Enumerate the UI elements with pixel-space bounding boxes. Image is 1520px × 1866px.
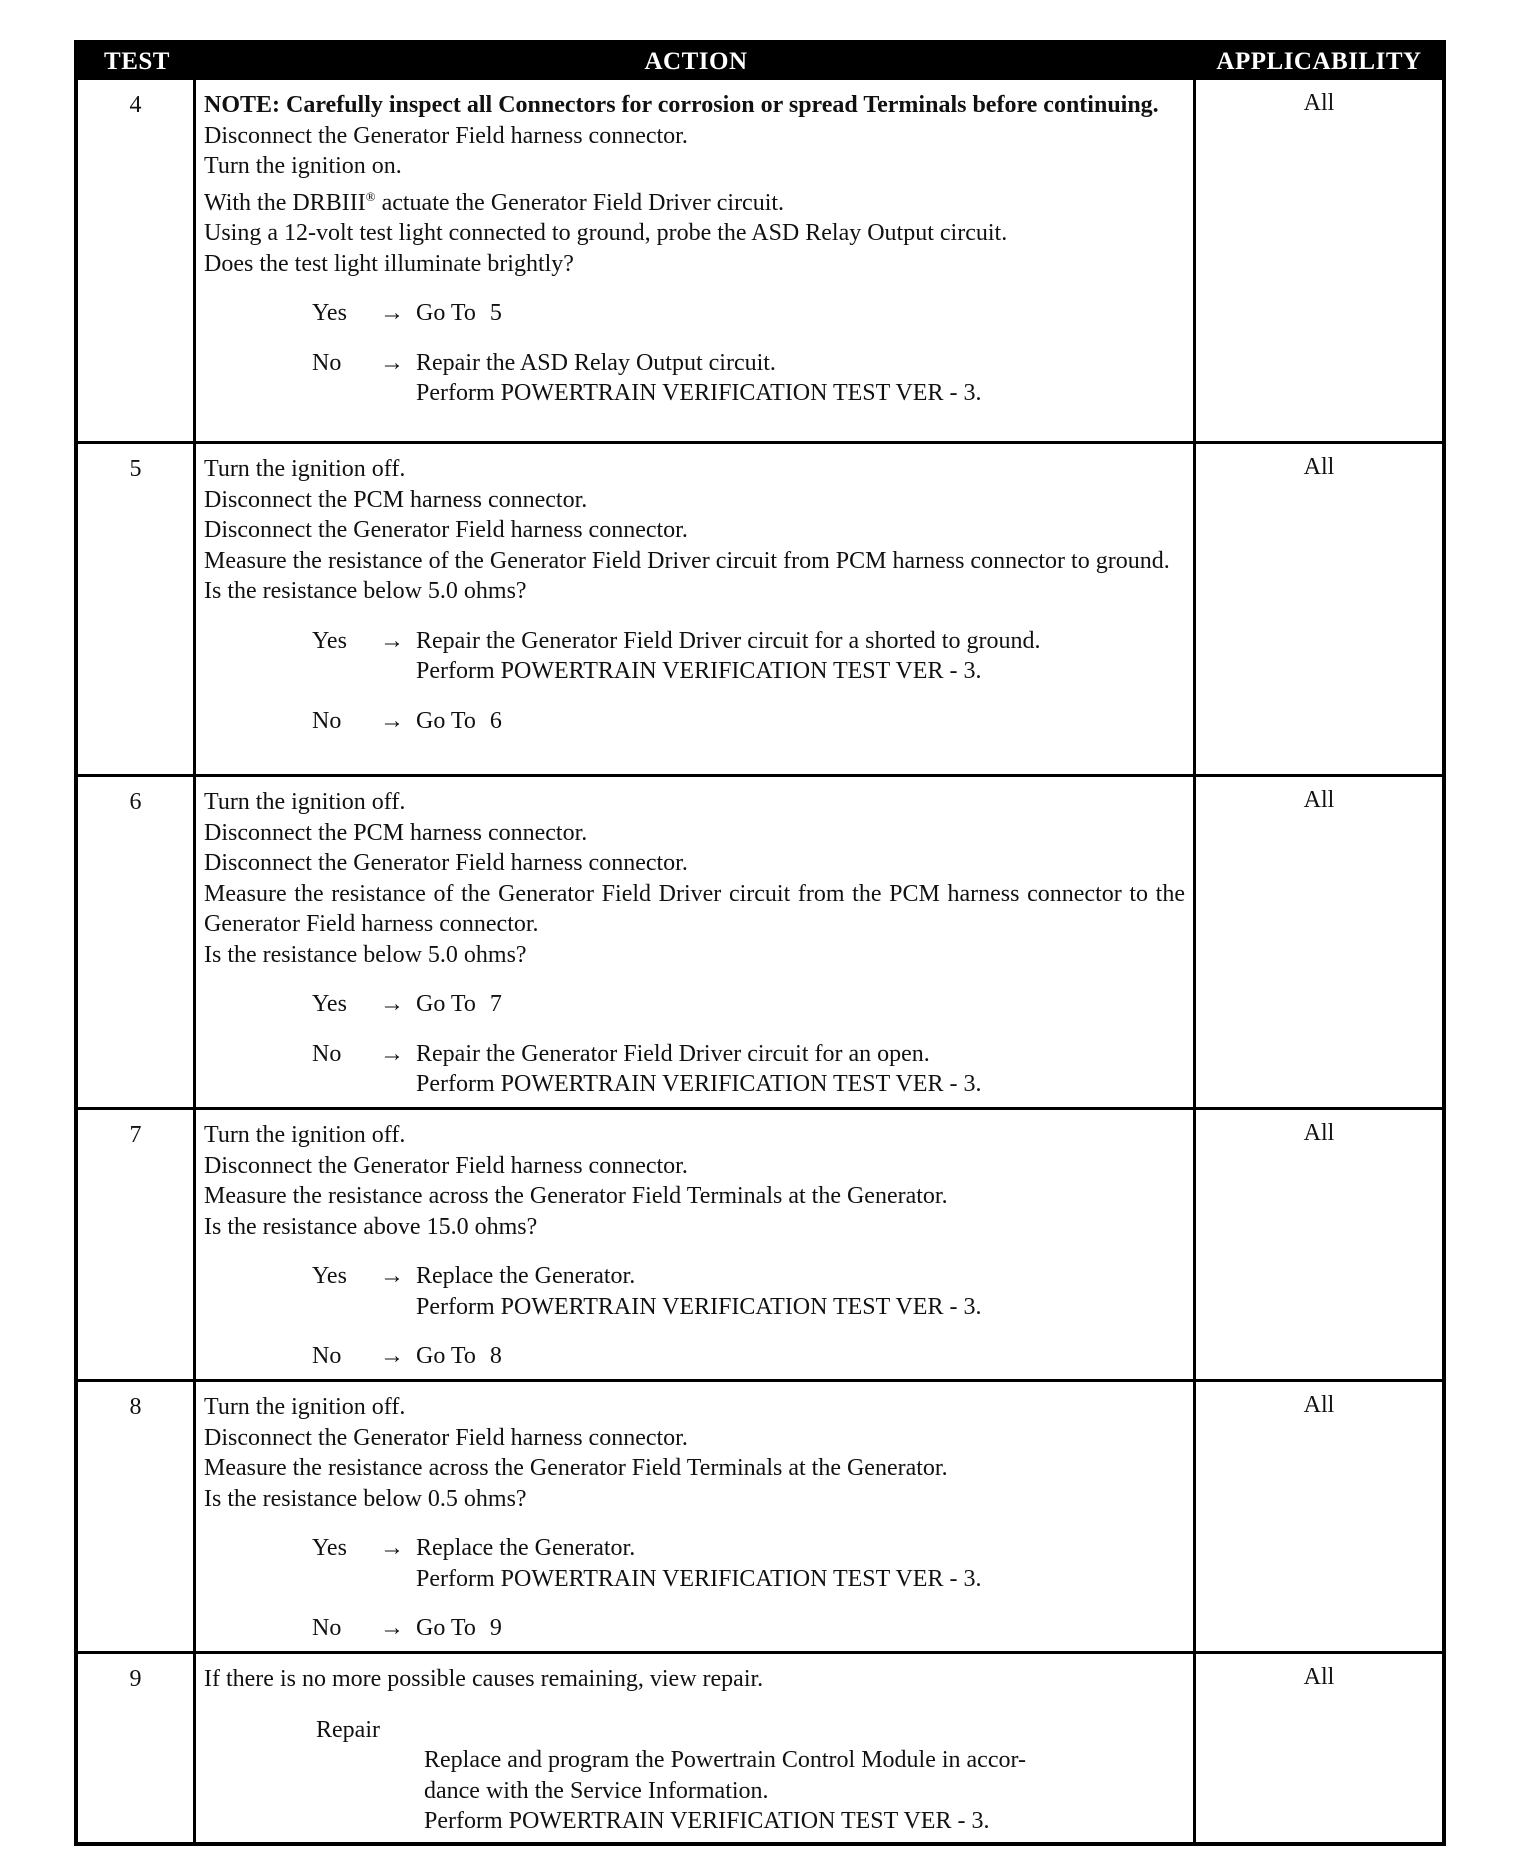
arrow-icon: →: [380, 627, 404, 654]
action-line: Disconnect the Generator Field harness connector.: [204, 1152, 688, 1179]
branch-line: Perform POWERTRAIN VERIFICATION TEST VER - 3.: [416, 380, 982, 406]
repair-line: dance with the Service Information.: [424, 1777, 769, 1804]
no-branch: [204, 706, 1185, 737]
branch-line: Repair the Generator Field Driver circuit for an open.: [416, 1040, 930, 1067]
test-number: 5: [78, 444, 196, 777]
no-label: No: [312, 1615, 342, 1641]
arrow-icon: →: [380, 300, 404, 326]
action-line: With the DRBIII® actuate the Generator Field Driver circuit.: [204, 188, 785, 216]
yes-label: Yes: [312, 1263, 347, 1289]
no-label: No: [312, 349, 342, 376]
yes-branch: [204, 1261, 1185, 1322]
action-cell: [196, 444, 1196, 777]
yes-branch: [204, 1533, 1185, 1594]
repair-label: Repair: [316, 1716, 380, 1743]
branch-line: Repair the ASD Relay Output circuit.: [416, 349, 776, 376]
arrow-icon: →: [380, 1040, 404, 1067]
action-line: Turn the ignition off.: [204, 456, 406, 482]
branch-line: Replace the Generator.: [416, 1535, 636, 1561]
arrow-icon: →: [380, 1615, 404, 1641]
goto-text: Go To: [416, 300, 476, 326]
action-line: Disconnect the PCM harness connector.: [204, 486, 588, 513]
no-branch: [204, 1341, 1185, 1372]
action-line: If there is no more possible causes remaining, view repair.: [204, 1666, 764, 1692]
action-line: Measure the resistance across the Generator Field Terminals at the Generator.: [204, 1455, 948, 1481]
applicability-value: All: [1196, 444, 1442, 777]
header-test: TEST: [78, 44, 196, 80]
yes-label: Yes: [312, 991, 347, 1017]
action-line: Disconnect the Generator Field harness connector.: [204, 850, 688, 876]
action-line: Disconnect the Generator Field harness connector.: [204, 1424, 688, 1451]
header-applicability: APPLICABILITY: [1196, 44, 1442, 80]
goto-text: Go To: [416, 1615, 476, 1641]
test-number: 7: [78, 1110, 196, 1382]
arrow-icon: →: [380, 1263, 404, 1289]
goto-text: Go To: [416, 1343, 476, 1369]
no-branch: [204, 1613, 1185, 1644]
branch-line: Replace the Generator.: [416, 1263, 636, 1289]
test-number: 8: [78, 1382, 196, 1654]
test-number: 4: [78, 80, 196, 444]
action-cell: [196, 1382, 1196, 1654]
applicability-value: All: [1196, 1110, 1442, 1382]
diagnostic-test-table: [74, 40, 1446, 1846]
arrow-icon: →: [380, 349, 404, 376]
note-text: NOTE: Carefully inspect all Connectors for corrosion or spread Terminals before continuing.: [204, 92, 1159, 118]
applicability-value: All: [1196, 80, 1442, 444]
arrow-icon: →: [380, 1343, 404, 1369]
test-number: 9: [78, 1654, 196, 1842]
repair-line: Perform POWERTRAIN VERIFICATION TEST VER - 3.: [424, 1808, 990, 1834]
branch-line: Repair the Generator Field Driver circuit for a shorted to ground.: [416, 627, 1041, 654]
goto-number: 7: [489, 991, 502, 1017]
action-line: Turn the ignition off.: [204, 789, 406, 815]
goto-text: Go To: [416, 707, 476, 734]
action-line: Measure the resistance across the Generator Field Terminals at the Generator.: [204, 1183, 948, 1209]
repair-body: [424, 1745, 1185, 1837]
question-line: Does the test light illuminate brightly?: [204, 250, 574, 277]
question-line: Is the resistance below 0.5 ohms?: [204, 1485, 527, 1512]
action-paragraph: Measure the resistance of the Generator Field Driver circuit from the PCM harness connector to the Generator Field harness connector.: [204, 880, 1185, 937]
action-cell: [196, 1654, 1196, 1842]
yes-branch: [204, 298, 1185, 329]
action-line: Turn the ignition off.: [204, 1394, 406, 1420]
arrow-icon: →: [380, 1535, 404, 1561]
question-line: Is the resistance below 5.0 ohms?: [204, 578, 527, 604]
header-action: ACTION: [196, 44, 1196, 80]
repair-line: Replace and program the Powertrain Control Module in accor-: [424, 1747, 1026, 1773]
action-line: Disconnect the Generator Field harness connector.: [204, 517, 688, 543]
branch-line: Perform POWERTRAIN VERIFICATION TEST VER - 3.: [416, 1565, 982, 1592]
goto-text: Go To: [416, 991, 476, 1017]
applicability-value: All: [1196, 1382, 1442, 1654]
branch-line: Perform POWERTRAIN VERIFICATION TEST VER - 3.: [416, 1293, 982, 1320]
action-line: Disconnect the PCM harness connector.: [204, 819, 588, 846]
no-label: No: [312, 1040, 342, 1067]
goto-number: 6: [489, 707, 502, 734]
action-paragraph: Measure the resistance of the Generator Field Driver circuit from PCM harness connector to ground.: [204, 547, 1170, 574]
no-branch: [204, 348, 1185, 409]
yes-label: Yes: [312, 300, 347, 326]
arrow-icon: →: [380, 707, 404, 734]
yes-label: Yes: [312, 1535, 347, 1561]
applicability-value: All: [1196, 777, 1442, 1110]
goto-number: 8: [489, 1343, 502, 1369]
action-line: Turn the ignition on.: [204, 153, 402, 179]
action-cell: [196, 80, 1196, 444]
yes-branch: [204, 989, 1185, 1020]
action-line: Using a 12-volt test light connected to ground, probe the ASD Relay Output circuit.: [204, 220, 1008, 246]
action-line: Disconnect the Generator Field harness connector.: [204, 122, 688, 149]
action-cell: [196, 777, 1196, 1110]
branch-line: Perform POWERTRAIN VERIFICATION TEST VER - 3.: [416, 658, 982, 684]
action-cell: [196, 1110, 1196, 1382]
branch-line: Perform POWERTRAIN VERIFICATION TEST VER - 3.: [416, 1071, 982, 1097]
arrow-icon: →: [380, 991, 404, 1017]
yes-branch: [204, 626, 1185, 687]
question-line: Is the resistance above 15.0 ohms?: [204, 1213, 538, 1240]
action-line: Turn the ignition off.: [204, 1122, 406, 1148]
no-label: No: [312, 707, 342, 734]
registered-mark: ®: [365, 188, 376, 204]
goto-number: 9: [489, 1615, 502, 1641]
no-label: No: [312, 1343, 342, 1369]
question-line: Is the resistance below 5.0 ohms?: [204, 941, 527, 968]
goto-number: 5: [489, 300, 502, 326]
yes-label: Yes: [312, 627, 347, 654]
test-number: 6: [78, 777, 196, 1110]
no-branch: [204, 1039, 1185, 1100]
applicability-value: All: [1303, 1664, 1335, 1690]
